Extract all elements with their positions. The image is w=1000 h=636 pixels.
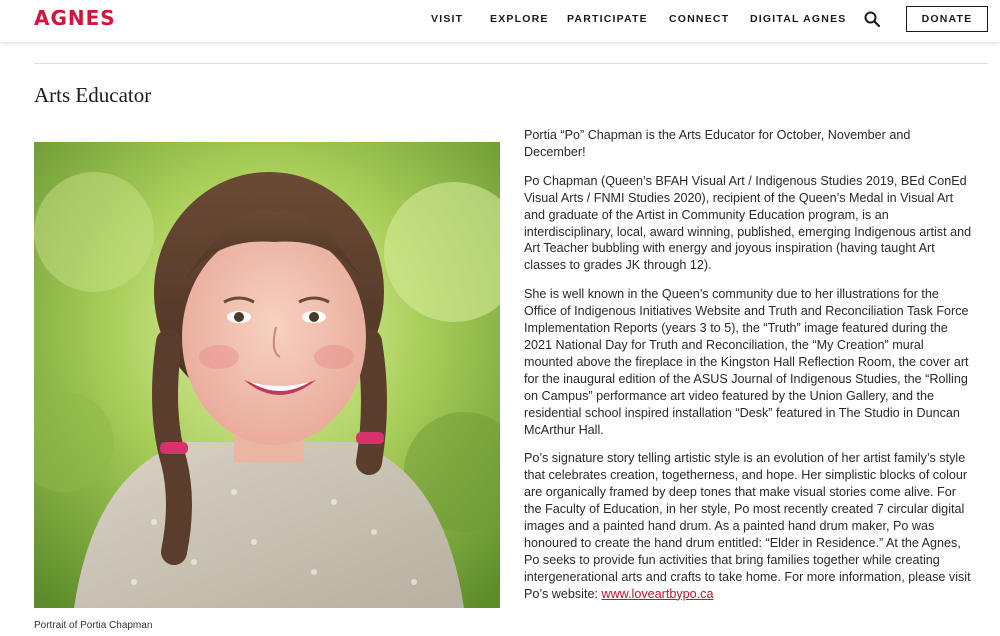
website-link[interactable]: www.loveartbypo.ca xyxy=(601,586,714,601)
search-icon[interactable] xyxy=(864,11,880,27)
nav-explore[interactable]: EXPLORE xyxy=(490,13,549,25)
nav-participate[interactable]: PARTICIPATE xyxy=(567,13,648,25)
paragraph-education: Po Chapman (Queen’s BFAH Visual Art / Indigenous Studies 2019, BEd ConEd Visual Arts / FNMI Studies 2020), recipient of the Queen’s Medal in Visual Art and graduate of the Artist in Community Education program, is an interdisciplinary, local, award winning, published, emerging Indigenous artist and Art Teacher bubbling with energy and joyous inspiration (having taught Art classes to grades JK through 12). xyxy=(524,173,972,273)
nav-connect[interactable]: CONNECT xyxy=(669,13,730,25)
divider xyxy=(34,63,988,64)
donate-button[interactable]: DONATE xyxy=(906,6,988,32)
portrait-caption: Portrait of Portia Chapman xyxy=(34,620,153,631)
portrait-image xyxy=(34,142,500,608)
paragraph-style-text: Po’s signature story telling artistic style is an evolution of her artist family’s style that celebrates creation, togetherness, and hope. Her simplistic blocks of colour are organically framed by deep tones that make visual stories come alive. For the Faculty of Education, in her style, Po most recently created 7 circular digital images and a painted hand drum. As a painted hand drum maker, Po was honoured to create the hand drum entitled: “Elder in Residence.” At the Agnes, Po seeks to provide fun activities that bring families together while creating intergenerational arts and crafts to take home. For more information, please visit Po’s website: xyxy=(524,451,971,601)
site-header xyxy=(0,0,1000,42)
portrait-illustration xyxy=(34,142,500,608)
paragraph-community: She is well known in the Queen’s community due to her illustrations for the Office of Indigenous Initiatives Website and Truth and Reconciliation Task Force Implementation Reports (years 3 to 5), the “Truth” image featured during the 2021 National Day for Truth and Reconciliation, the “My Creation” mural mounted above the fireplace in the Kingston Hall Reflection Room, the cover art for the inaugural edition of the ASUS Journal of Indigenous Studies, the “Rolling on Campus” performance art video featured by the Union Gallery, and the residential school inspired installation “Desk” featured in The Studio in Duncan McArthur Hall. xyxy=(524,287,969,437)
paragraph-intro: Portia “Po” Chapman is the Arts Educator for October, November and December! xyxy=(524,128,911,159)
nav-visit[interactable]: VISIT xyxy=(431,13,464,25)
page-title: Arts Educator xyxy=(34,83,152,107)
article-body xyxy=(524,127,974,615)
agnes-logo[interactable]: AGNES xyxy=(34,6,116,30)
nav-digital-agnes[interactable]: DIGITAL AGNES xyxy=(750,13,847,25)
paragraph-style xyxy=(524,450,974,602)
